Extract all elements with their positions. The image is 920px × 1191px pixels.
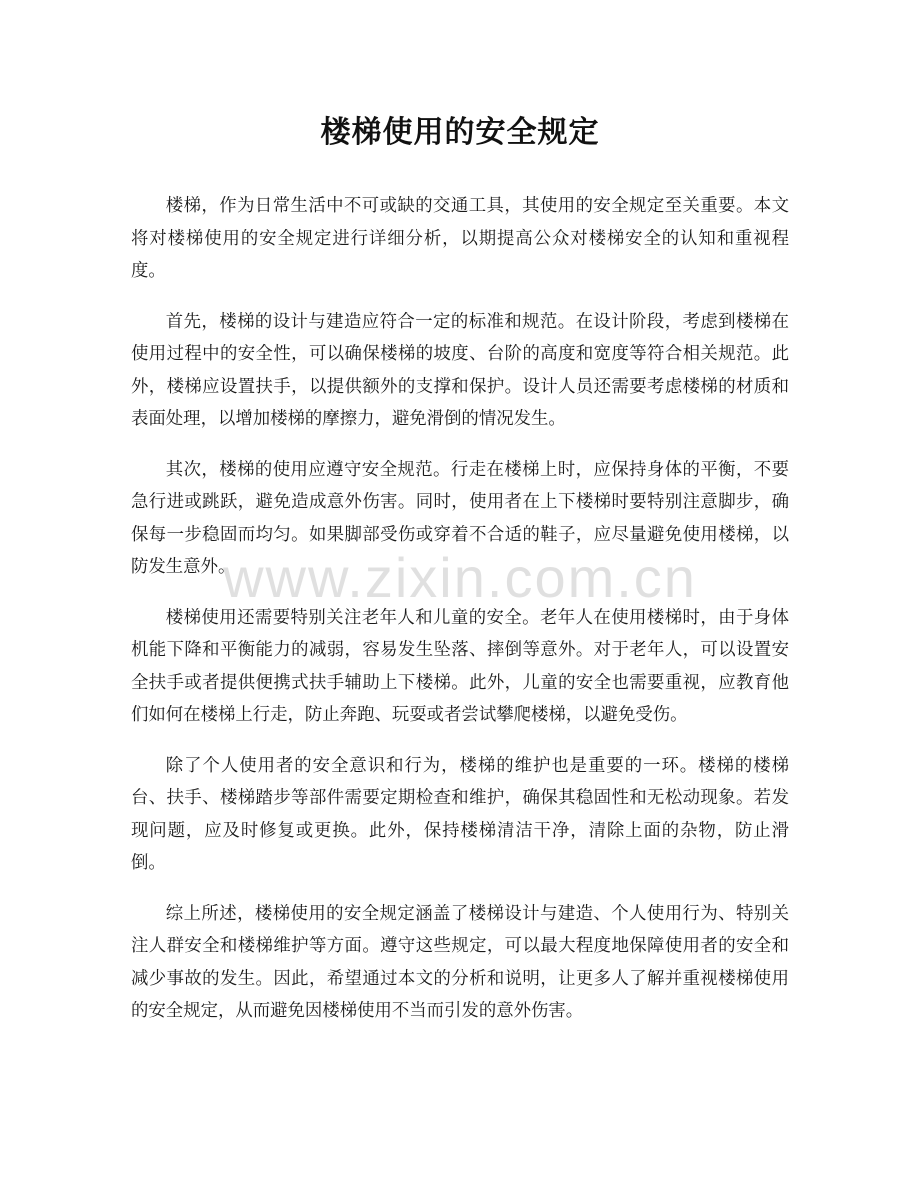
paragraph-elderly-children: 楼梯使用还需要特别关注老年人和儿童的安全。老年人在使用楼梯时，由于身体机能下降和平衡能力的减弱，容易发生坠落、摔倒等意外。对于老年人，可以设置安全扶手或者提供便携式扶手辅助上下楼梯。此外，儿童的安全也需要重视，应教育他们如何在楼梯上行走，防止奔跑、玩耍或者尝试攀爬楼梯，以避免受伤。	[131, 607, 789, 725]
paragraph-maintenance: 除了个人使用者的安全意识和行为，楼梯的维护也是重要的一环。楼梯的楼梯台、扶手、楼梯踏步等部件需要定期检查和维护，确保其稳固性和无松动现象。若发现问题，应及时修复或更换。此外，保持楼梯清洁干净，清除上面的杂物，防止滑倒。	[131, 755, 789, 873]
watermark: www.zixin.com.cn	[223, 546, 697, 609]
paragraph-conclusion: 综上所述，楼梯使用的安全规定涵盖了楼梯设计与建造、个人使用行为、特别关注人群安全和楼梯维护等方面。遵守这些规定，可以最大程度地保障使用者的安全和减少事故的发生。因此，希望通过本文的分析和说明，让更多人了解并重视楼梯使用的安全规定，从而避免因楼梯使用不当而引发的意外伤害。	[131, 903, 789, 1021]
document-body	[131, 190, 789, 1028]
paragraph-usage: 其次，楼梯的使用应遵守安全规范。行走在楼梯上时，应保持身体的平衡，不要急行进或跳跃，避免造成意外伤害。同时，使用者在上下楼梯时要特别注意脚步，确保每一步稳固而均匀。如果脚部受伤或穿着不合适的鞋子，应尽量避免使用楼梯，以防发生意外。	[131, 459, 789, 577]
paragraph-intro: 楼梯，作为日常生活中不可或缺的交通工具，其使用的安全规定至关重要。本文将对楼梯使用的安全规定进行详细分析，以期提高公众对楼梯安全的认知和重视程度。	[131, 196, 789, 281]
document-title: 楼梯使用的安全规定	[320, 115, 600, 150]
paragraph-design: 首先，楼梯的设计与建造应符合一定的标准和规范。在设计阶段，考虑到楼梯在使用过程中的安全性，可以确保楼梯的坡度、台阶的高度和宽度等符合相关规范。此外，楼梯应设置扶手，以提供额外的支撑和保护。设计人员还需要考虑楼梯的材质和表面处理，以增加楼梯的摩擦力，避免滑倒的情况发生。	[131, 311, 789, 429]
